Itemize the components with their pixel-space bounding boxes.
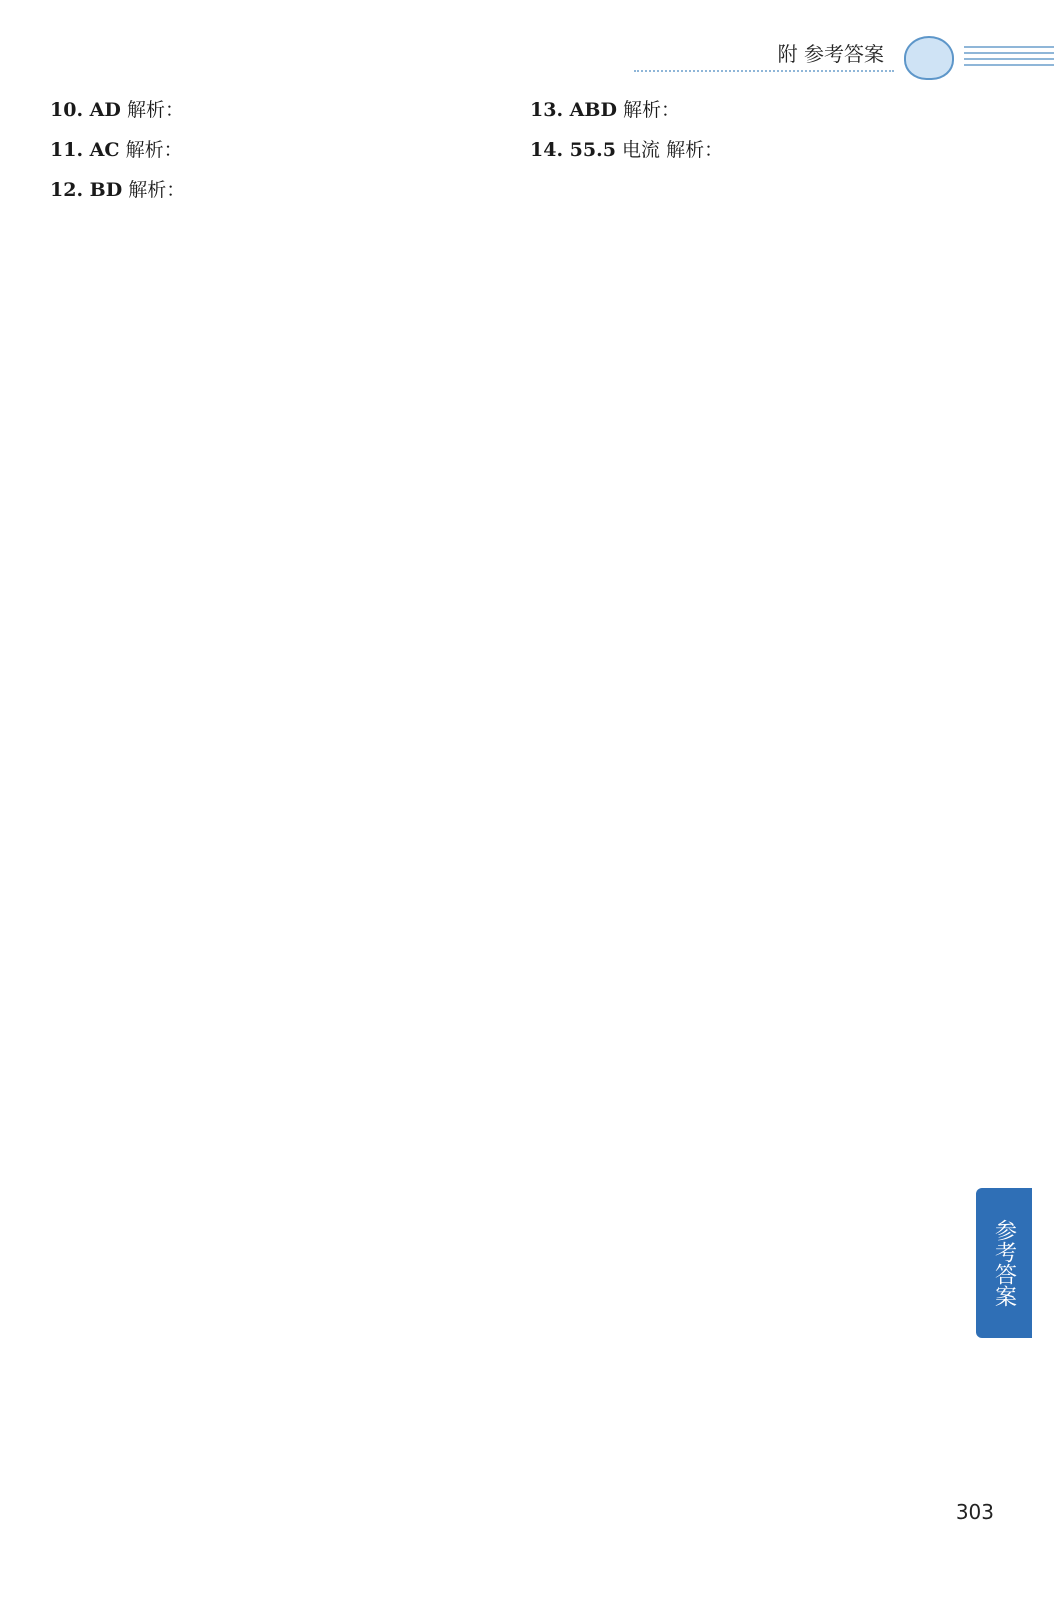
left-column <box>50 92 495 212</box>
analysis-label: 解析： <box>126 99 184 121</box>
answer-10 <box>50 92 495 128</box>
analysis-label: 解析： <box>666 139 724 161</box>
answer-number: 14. 55.5 <box>530 139 616 161</box>
page-header <box>634 38 1054 78</box>
answer-number: 10. AD <box>50 99 121 121</box>
header-stripes <box>964 46 1054 70</box>
reference-answers-tab: 参考答案 <box>976 1188 1032 1338</box>
answer-number: 13. ABD <box>530 99 617 121</box>
answer-11 <box>50 132 495 168</box>
answer-14 <box>530 132 965 168</box>
page-number: 303 <box>955 1500 994 1524</box>
header-dotted-rule <box>634 70 894 72</box>
answer-number: 12. BD <box>50 179 123 201</box>
answer-13 <box>530 92 965 128</box>
answer-number: 11. AC <box>50 139 120 161</box>
analysis-label: 解析： <box>128 179 186 201</box>
analysis-label: 解析： <box>125 139 183 161</box>
header-title: 附 参考答案 <box>777 42 884 66</box>
answer-extra: 电流 <box>622 139 661 161</box>
analysis-label: 解析： <box>623 99 681 121</box>
book-emblem-icon <box>904 36 954 80</box>
right-column <box>530 92 965 172</box>
answer-12 <box>50 172 495 208</box>
